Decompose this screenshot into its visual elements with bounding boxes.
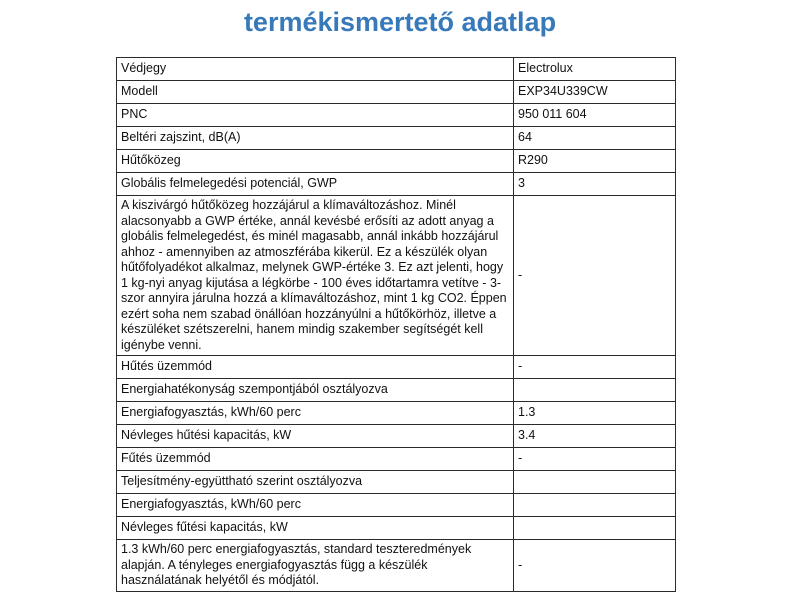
row-value: 3.4 xyxy=(514,425,676,448)
table-row xyxy=(117,402,676,425)
table-row xyxy=(117,494,676,517)
table-row xyxy=(117,356,676,379)
row-label: Beltéri zajszint, dB(A) xyxy=(117,127,514,150)
table-row xyxy=(117,540,676,592)
row-value: 950 011 604 xyxy=(514,104,676,127)
row-label: Energiahatékonyság szempontjából osztályozva xyxy=(117,379,514,402)
row-value: - xyxy=(514,448,676,471)
row-value: - xyxy=(514,356,676,379)
row-label: Energiafogyasztás, kWh/60 perc xyxy=(117,402,514,425)
table-row xyxy=(117,448,676,471)
row-label: Teljesítmény-együttható szerint osztályozva xyxy=(117,471,514,494)
table-row xyxy=(117,379,676,402)
table-row xyxy=(117,150,676,173)
row-value: Electrolux xyxy=(514,58,676,81)
row-label: Névleges fűtési kapacitás, kW xyxy=(117,517,514,540)
row-label: Modell xyxy=(117,81,514,104)
row-value: - xyxy=(514,196,676,356)
row-label: Fűtés üzemmód xyxy=(117,448,514,471)
row-value: R290 xyxy=(514,150,676,173)
table-row xyxy=(117,425,676,448)
row-label: 1.3 kWh/60 perc energiafogyasztás, standard teszteredmények alapján. A tényleges energiafogyasztás függ a készülék használatának helyétől és módjától. xyxy=(117,540,514,592)
table-row xyxy=(117,471,676,494)
row-value: EXP34U339CW xyxy=(514,81,676,104)
table-row xyxy=(117,104,676,127)
row-label: A kiszivárgó hűtőközeg hozzájárul a klímaváltozáshoz. Minél alacsonyabb a GWP értéke, annál kevésbé erősíti az adott anyag a globális felmelegedést, és minél magasabb, annál inkább hozzájárul ahhoz - amennyiben az atmoszférába kikerül. Ez a készülék olyan hűtőfolyadékot alkalmaz, melynek GWP-értéke 3. Ez azt jelenti, hogy 1 kg-nyi anyag kijutása a légkörbe - 100 éves időtartamra vetítve - 3-szor annyira járulna hozzá a klímaváltozáshoz, mint 1 kg CO2. Éppen ezért soha nem szabad önállóan hozzányúlni a hűtőkörhöz, illetve a készüléket szétszerelni, hanem mindig szakember segítségét kell igénybe venni. xyxy=(117,196,514,356)
table-row xyxy=(117,196,676,356)
table-row xyxy=(117,127,676,150)
row-label: Védjegy xyxy=(117,58,514,81)
row-value: 1.3 xyxy=(514,402,676,425)
row-value: 64 xyxy=(514,127,676,150)
table-row xyxy=(117,81,676,104)
table-row xyxy=(117,173,676,196)
row-value xyxy=(514,379,676,402)
page-title: termékismertető adatlap xyxy=(243,7,557,37)
table-row xyxy=(117,58,676,81)
row-value xyxy=(514,517,676,540)
row-label: Névleges hűtési kapacitás, kW xyxy=(117,425,514,448)
row-label: Hűtőközeg xyxy=(117,150,514,173)
row-value: - xyxy=(514,540,676,592)
row-label: PNC xyxy=(117,104,514,127)
table-row xyxy=(117,517,676,540)
row-label: Hűtés üzemmód xyxy=(117,356,514,379)
table-body xyxy=(117,58,676,592)
row-label: Energiafogyasztás, kWh/60 perc xyxy=(117,494,514,517)
table-container xyxy=(116,57,667,592)
row-value xyxy=(514,471,676,494)
product-datasheet-table xyxy=(116,57,676,592)
row-value xyxy=(514,494,676,517)
row-value: 3 xyxy=(514,173,676,196)
row-label: Globális felmelegedési potenciál, GWP xyxy=(117,173,514,196)
